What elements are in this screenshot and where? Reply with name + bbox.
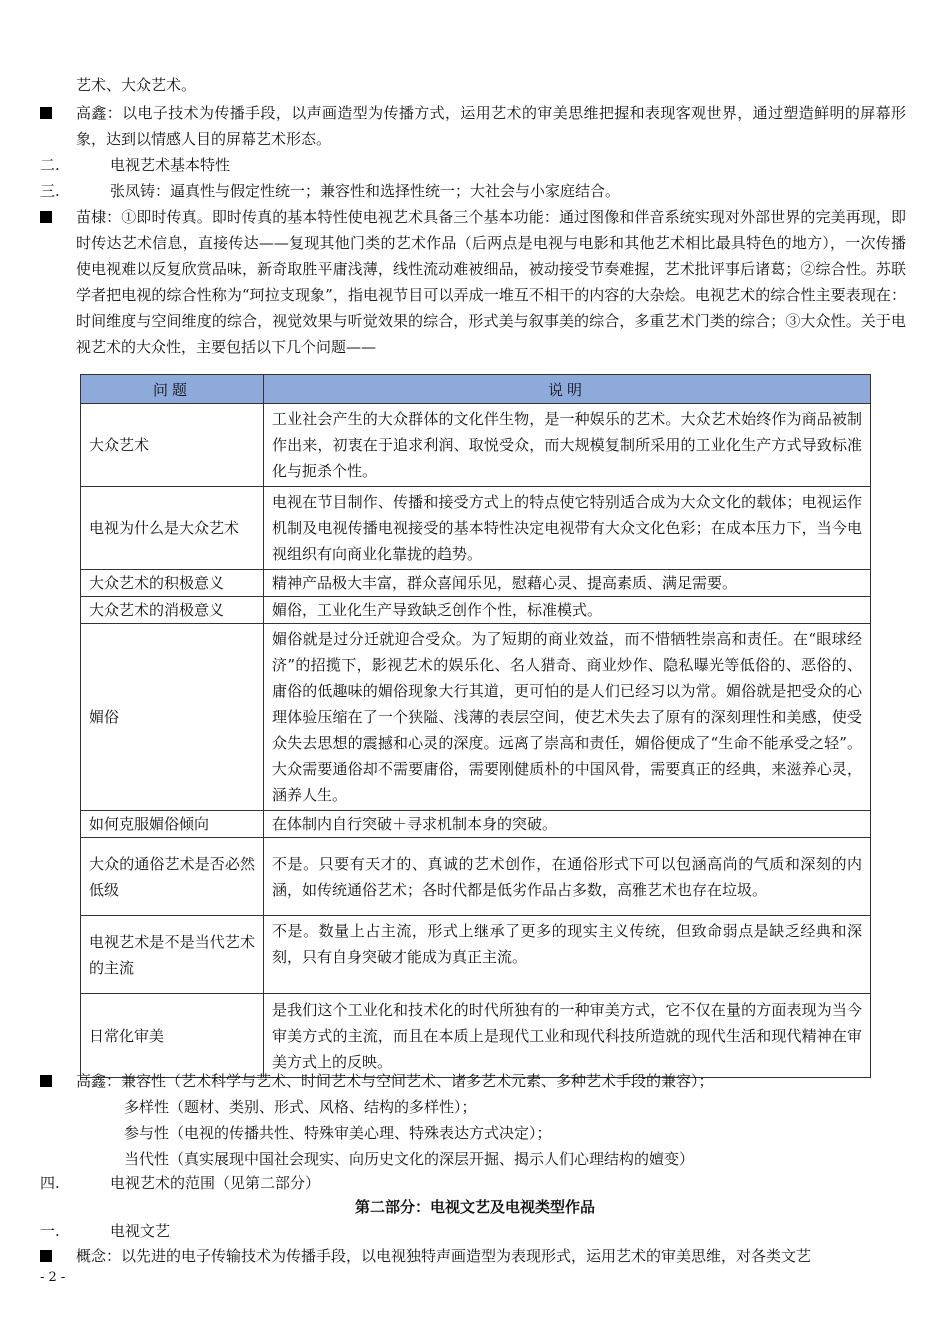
miaoli-paragraph: 苗棣：①即时传真。即时传真的基本特性使电视艺术具备三个基本功能：通过图像和伴音系统实现对外部世界的完美再现，即时传达艺术信息，直接传达——复现其他门类的艺术作品（后两点是电视与电影和其他艺术相比最具特色的地方），一次传播使电视难以反复欣赏品味，新奇取胜平庸浅薄，线性流动难被细品，被动接受节奏难握，艺术批评事后诸葛；②综合性。苏联学者把电视的综合性称为“珂拉支现象”，指电视节目可以弄成一堆互不相干的内容的大杂烩。电视艺术的综合性主要表现在：时间维度与空间维度的综合，视觉效果与听觉效果的综合，形式美与叙事美的综合，多重艺术门类的综合；③大众性。关于电视艺术的大众性，主要包括以下几个问题—— bbox=[76, 208, 906, 356]
row-answer: 工业社会产生的大众群体的文化伴生物，是一种娱乐的艺术。大众艺术始终作为商品被制作出来，初衷在于追求利润、取悦受众，而大规模复制所采用的工业化生产方式导致标准化与扼杀个性。 bbox=[264, 404, 871, 487]
section-2-number: 二. bbox=[40, 156, 60, 174]
header-explanation: 说明 bbox=[264, 375, 871, 404]
table-row bbox=[81, 487, 871, 570]
row-question: 日常化审美 bbox=[81, 994, 264, 1078]
row-question: 如何克服媚俗倾向 bbox=[81, 811, 264, 838]
section-3-number: 三. bbox=[40, 182, 60, 200]
bullet-icon bbox=[40, 211, 52, 223]
table-row bbox=[81, 404, 871, 487]
row-question: 电视艺术是不是当代艺术的主流 bbox=[81, 916, 264, 994]
section-1-title: 电视文艺 bbox=[110, 1222, 171, 1240]
table-row bbox=[81, 838, 871, 916]
bullet-icon bbox=[40, 1250, 52, 1262]
row-answer: 是我们这个工业化和技术化的时代所独有的一种审美方式，它不仅在量的方面表现为当今审美方式的主流，而且在本质上是现代工业和现代科技所造就的现代生活和现代精神在审美方式上的反映。 bbox=[264, 994, 871, 1078]
bullet-icon bbox=[40, 107, 52, 119]
row-answer: 在体制内自行突破＋寻求机制本身的突破。 bbox=[264, 811, 871, 838]
section-1-number: 一. bbox=[40, 1222, 60, 1240]
table-row bbox=[81, 916, 871, 994]
row-answer: 媚俗就是过分迁就迎合受众。为了短期的商业效益，而不惜牺牲崇高和责任。在“眼球经济”的招揽下，影视艺术的娱乐化、名人猎奇、商业炒作、隐私曝光等低俗的、恶俗的、庸俗的低趣味的媚俗现象大行其道，更可怕的是人们已经习以为常。媚俗就是把受众的心理体验压缩在了一个狭隘、浅薄的表层空间，使艺术失去了原有的深刻理性和美感，使受众失去思想的震撼和心灵的深度。远离了崇高和责任，媚俗便成了“生命不能承受之轻”。大众需要通俗却不需要庸俗，需要刚健质朴的中国风骨，需要真正的经典，来滋养心灵，涵养人生。 bbox=[264, 624, 871, 811]
table-header-row bbox=[81, 375, 871, 404]
row-answer: 不是。只要有天才的、真诚的艺术创作，在通俗形式下可以包涵高尚的气质和深刻的内涵，如传统通俗艺术；各时代都是低劣作品占多数，高雅艺术也存在垃圾。 bbox=[264, 838, 871, 916]
table-row bbox=[81, 624, 871, 811]
table-row bbox=[81, 597, 871, 624]
row-question: 大众艺术的积极意义 bbox=[81, 570, 264, 597]
part-two-heading: 第二部分：电视文艺及电视类型作品 bbox=[354, 1198, 595, 1216]
table-row bbox=[81, 570, 871, 597]
row-question: 大众的通俗艺术是否必然低级 bbox=[81, 838, 264, 916]
table-row bbox=[81, 811, 871, 838]
bullet-icon bbox=[40, 1075, 52, 1087]
page-number: - 2 - bbox=[40, 1270, 66, 1285]
section-2-title: 电视艺术基本特性 bbox=[110, 156, 231, 174]
gaoxin-contemporary: 当代性（真实展现中国社会现实、向历史文化的深层开掘、揭示人们心理结构的嬗变） bbox=[124, 1150, 695, 1168]
gaoxin-definition: 高鑫：以电子技术为传播手段，以声画造型为传播方式，运用艺术的审美思维把握和表现客观世界，通过塑造鲜明的屏幕形象，达到以情感人目的屏幕艺术形态。 bbox=[76, 104, 906, 148]
gaoxin-compatibility: 高鑫：兼容性（艺术科学与艺术、时间艺术与空间艺术、诸多艺术元素、多种艺术手段的兼容）； bbox=[76, 1072, 714, 1090]
popularity-table bbox=[80, 374, 871, 1078]
row-answer: 电视在节目制作、传播和接受方式上的特点使它特别适合成为大众文化的载体；电视运作机制及电视传播电视接受的基本特性决定电视带有大众文化色彩；在成本压力下，当今电视组织有向商业化靠拢的趋势。 bbox=[264, 487, 871, 570]
gaoxin-participation: 参与性（电视的传播共性、特殊审美心理、特殊表达方式决定）； bbox=[124, 1124, 552, 1142]
row-answer: 不是。数量上占主流，形式上继承了更多的现实主义传统，但致命弱点是缺乏经典和深刻，只有自身突破才能成为真正主流。 bbox=[264, 916, 871, 994]
concept-text: 概念：以先进的电子传输技术为传播手段，以电视独特声画造型为表现形式，运用艺术的审美思维，对各类文艺 bbox=[76, 1247, 812, 1265]
row-question: 大众艺术的消极意义 bbox=[81, 597, 264, 624]
row-question: 媚俗 bbox=[81, 624, 264, 811]
continued-text: 艺术、大众艺术。 bbox=[76, 76, 197, 94]
section-4-number: 四. bbox=[40, 1174, 60, 1192]
row-question: 电视为什么是大众艺术 bbox=[81, 487, 264, 570]
row-question: 大众艺术 bbox=[81, 404, 264, 487]
section-3-title: 张凤铸：逼真性与假定性统一；兼容性和选择性统一；大社会与小家庭结合。 bbox=[110, 182, 621, 200]
section-4-title: 电视艺术的范围（见第二部分） bbox=[110, 1174, 321, 1192]
header-question: 问题 bbox=[81, 375, 264, 404]
row-answer: 媚俗，工业化生产导致缺乏创作个性，标准模式。 bbox=[264, 597, 871, 624]
table-row bbox=[81, 994, 871, 1078]
gaoxin-diversity: 多样性（题材、类别、形式、风格、结构的多样性）； bbox=[124, 1098, 477, 1116]
row-answer: 精神产品极大丰富，群众喜闻乐见，慰藉心灵、提高素质、满足需要。 bbox=[264, 570, 871, 597]
